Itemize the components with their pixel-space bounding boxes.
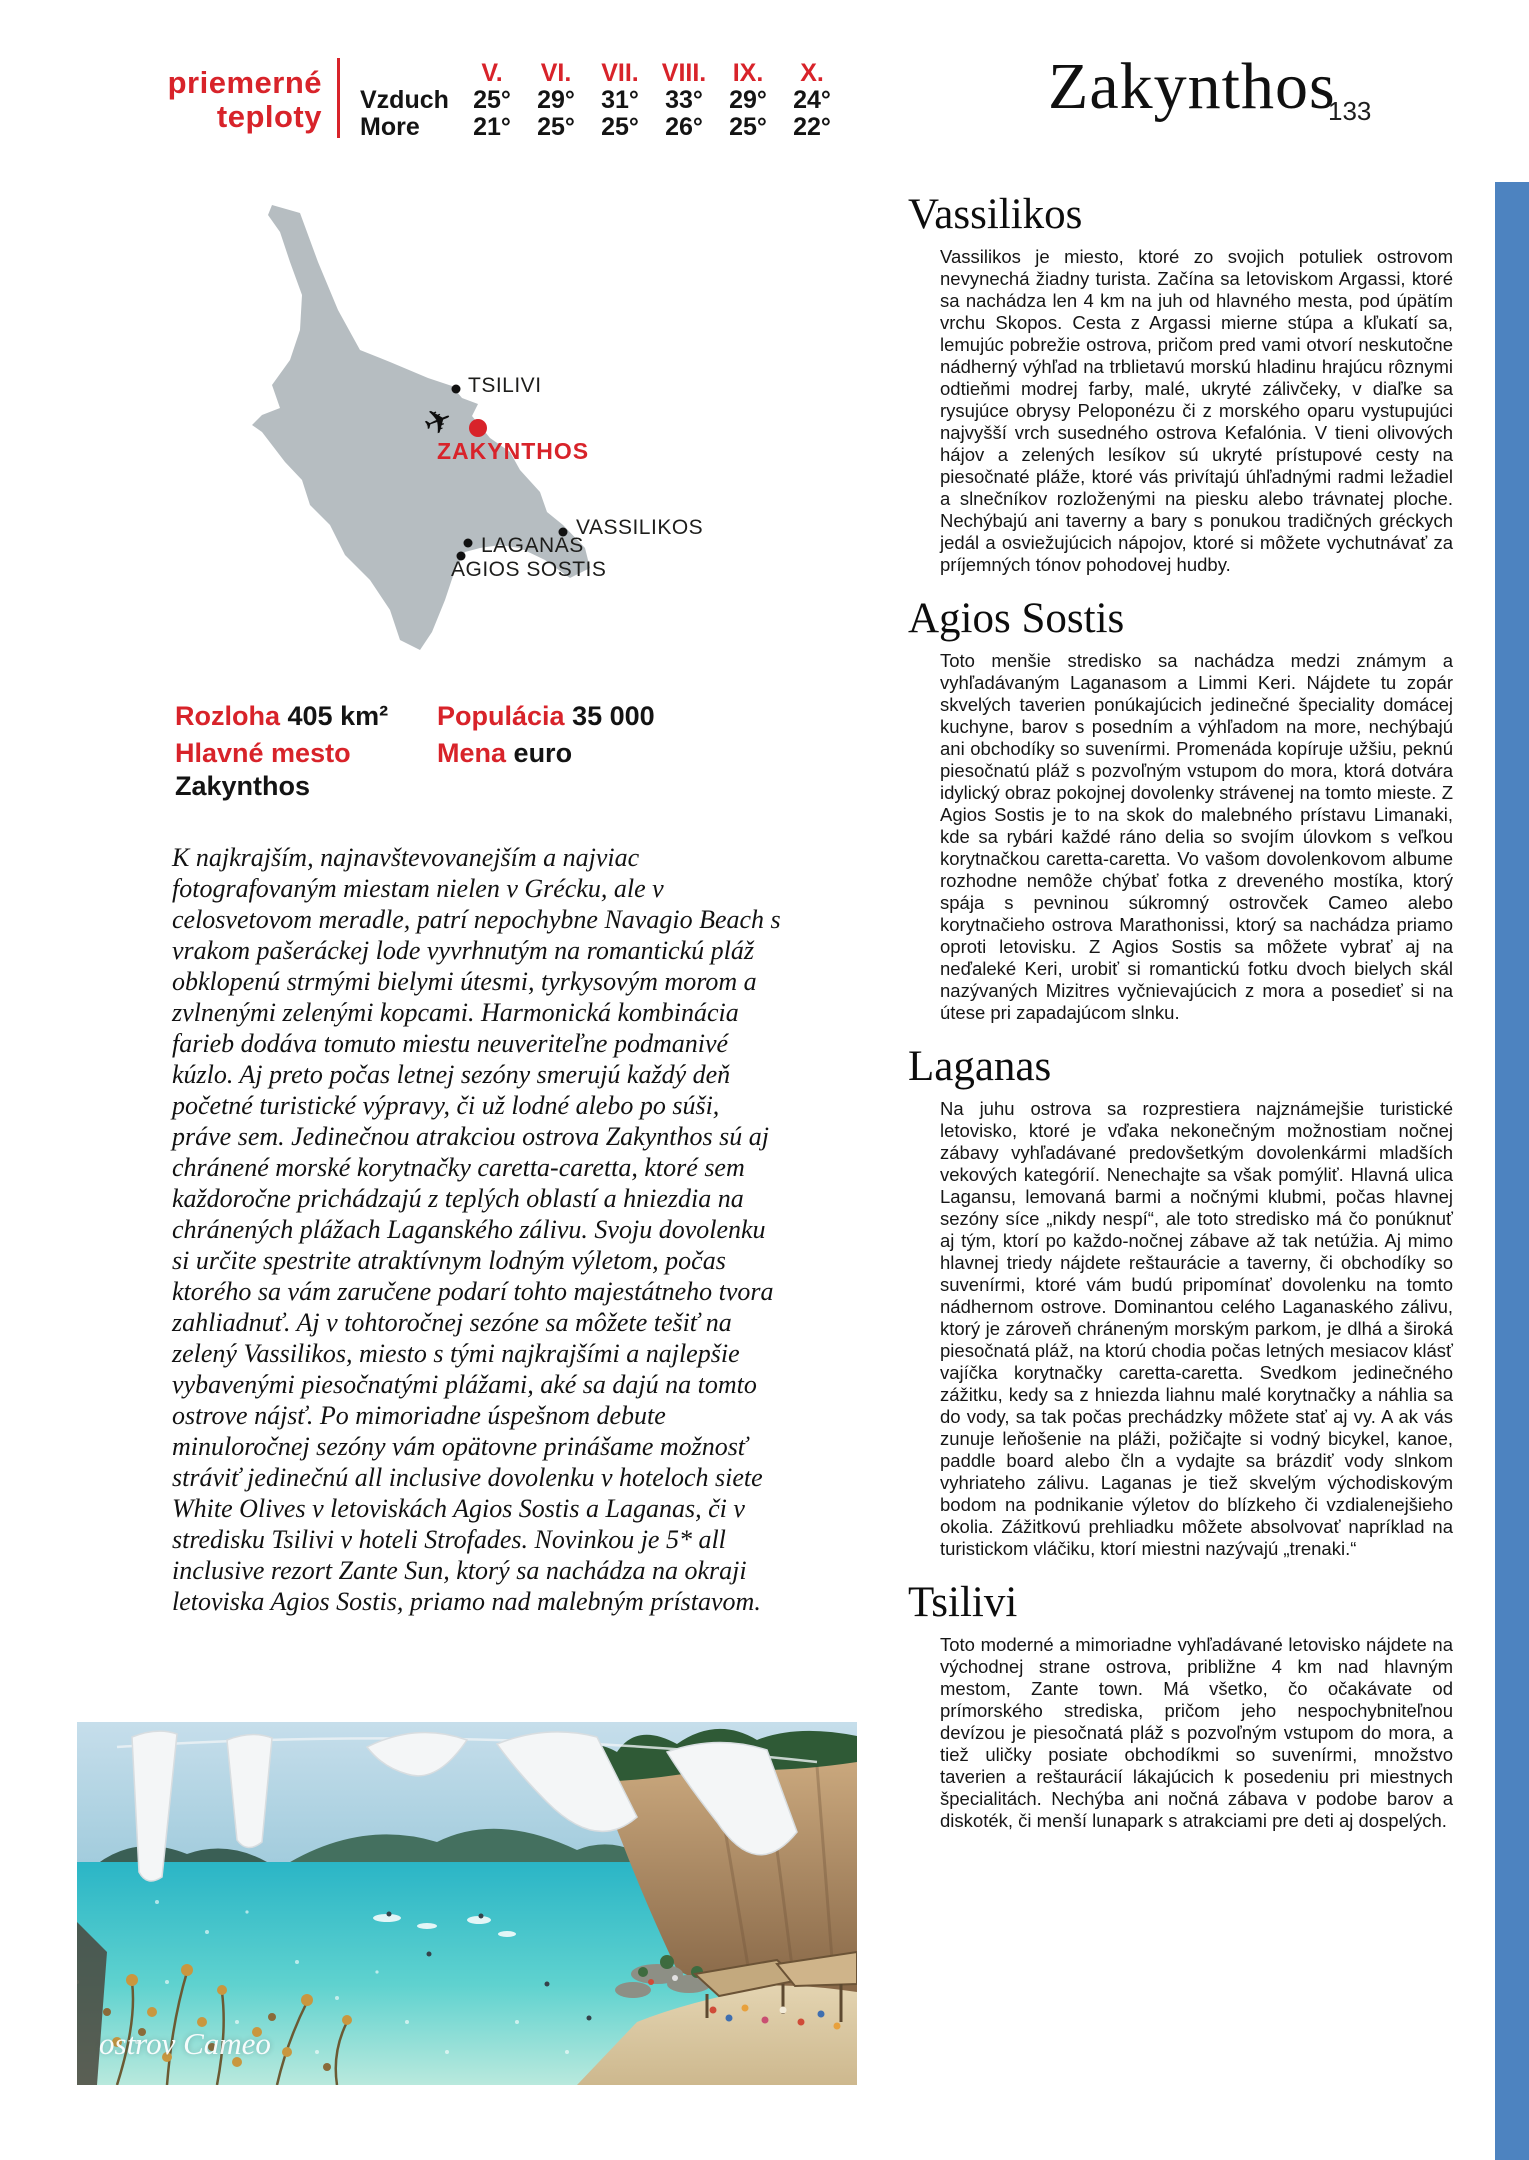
- temps-month: VII.: [601, 59, 639, 87]
- fact-capital-value: Zakynthos: [175, 771, 311, 801]
- temps-air-value: 25°: [473, 86, 511, 114]
- temps-sea-value: 21°: [473, 113, 511, 141]
- fact-capital-label: Hlavné mesto: [175, 738, 351, 768]
- intro-text: K najkrajším, najnavštevovanejším a najviac fotografovaným miestam nielen v Grécku, ale v celosvetovom meradle, patrí nepochybne Navagio Beach s vrakom pašeráckej lode vyvrhnutým na romantickú pláž obklopenú strmými bielymi útesmi, tyrkysovým morom a zvlnenými zelenými kopcami. Harmonická kombinácia farieb dodáva tomuto miestu neuveriteľne podmanivé kúzlo. Aj preto počas letnej sezóny smerujú každý deň početné turistické výpravy, či už lodné alebo po súši, práve sem. Jedinečnou atrakciou ostrova Zakynthos sú aj chránené morské korytnačky caretta-caretta, ktoré sem každoročne prichádzajú z teplých oblastí a hniezdia na chránených plážach Laganského zálivu. Svoju dovolenku si určite spestrite atraktívnym lodným výletom, počas ktorého sa vám zaručene podarí tohto majestátneho tvora zahliadnuť. Aj v tohtoročnej sezóne sa môžete tešiť na zelený Vassilikos, miesto s tými najkrajšími a najlepšie vybavenými piesočnatými plážami, aké sa dajú na tomto ostrove nájsť. Po mimoriadne úspešnom debute minuloročnej sezóny vám opätovne prinášame možnosť stráviť jedinečnú all inclusive dovolenku v hoteloch siete White Olives v letoviskách Agios Sostis a Laganas, či v stredisku Tsilivi v hoteli Strofades. Novinkou je 5* all inclusive rezort Zante Sun, ktorý sa nachádza na okraji letoviska Agios Sostis, priamo nad malebným prístavom.: [172, 843, 781, 1616]
- photo-caption: ostrov Cameo: [99, 2026, 271, 2061]
- section-title: Agios Sostis: [908, 595, 1125, 642]
- temps-sea-value: 25°: [601, 113, 639, 141]
- avg-temps-label-line2: teploty: [216, 99, 322, 134]
- fact-area-value: 405 km²: [287, 701, 389, 731]
- temps-air-value: 29°: [537, 86, 575, 114]
- temps-sea-value: 22°: [793, 113, 831, 141]
- island-map: [200, 190, 620, 660]
- section-body: Vassilikos je miesto, ktoré zo svojich potuliek ostrovom nevynechá žiadny turista. Začína sa letoviskom Argassi, ktoré sa nachádza len 4 km na juh od hlavného mesta, pod úpätím vrchu Skopos. Cesta z Argassi mierne stúpa a kľukatí sa, lemujúc pobrežie ostrova, pričom pred vami otvorí neskutočne nádherný výhľad na trblietavú morskú hladinu hrajúcu rôznymi odtieňmi modrej farby, malé, ukryté zálivčeky, v diaľke sa rysujúce obrysy Peloponézu či z morského oparu vystupujúci najvyšší vrch susedného ostrova Kefalónia. V tieni olivových hájov a zelených lesíkov sú ukryté prístupové cesty na piesočnaté pláže, ktoré vás privítajú úhľadnými radmi ležadiel a slnečníkov rozloženými na piesku alebo trávnatej ploche. Nechýbajú ani taverny a bary s ponukou tradičných gréckych jedál a osviežujúcich nápojov, ktoré si môžete vychutnávať za príjemných tónov pohodovej hudby.: [940, 246, 1453, 575]
- fact-population: [437, 700, 815, 733]
- map-dot-tsilivi: [452, 385, 461, 394]
- airport-icon: ✈: [417, 398, 459, 446]
- temps-month: IX.: [732, 59, 764, 87]
- fact-area: [175, 700, 437, 733]
- temps-air-value: 29°: [729, 86, 767, 114]
- island-facts: [175, 700, 815, 803]
- fact-population-label: Populácia: [437, 701, 565, 731]
- section-laganas: [908, 1044, 1454, 1560]
- temps-sea-value: 25°: [537, 113, 575, 141]
- page-edge-bar: [1495, 182, 1529, 2160]
- section-title: Laganas: [908, 1043, 1052, 1090]
- fact-area-label: Rozloha: [175, 701, 280, 731]
- fact-currency-value: euro: [513, 738, 573, 768]
- section-tsilivi: [908, 1580, 1454, 1832]
- temps-row-label-sea: More: [360, 113, 420, 141]
- page-number: 133: [1328, 96, 1372, 126]
- section-title: Tsilivi: [908, 1579, 1018, 1626]
- section-body: Na juhu ostrova sa rozprestiera najznámejšie turistické letovisko, ktoré je vďaka nekonečným možnostiam nočnej zábavy vyhľadávané predovšetkým dovolenkármi mladších vekových kategórií. Nenechajte sa však pomýliť. Hlavná ulica Lagansu, lemovaná barmi a nočnými klubmi, počas hlavnej sezóny síce „nikdy nespí“, ale toto stredisko má čo ponúknuť aj tým, ktorí po každo-nočnej zábave až tak netúžia. Aj mimo hlavnej triedy nájdete reštaurácie a taverny, či obchodíky so suvenírmi, ktoré vám budú pripomínať dovolenku na tomto nádhernom ostrove. Dominantou celého Laganaského zálivu, ktorý je zároveň chráneným morským parkom, je dlhá a široká piesočnatá pláž, na ktorú chodia počas letných mesiacov klásť vajíčka korytnačky caretta-caretta. Svedkom jedinečného zážitku, kedy sa z hniezda liahnu malé korytnačky a náhlia sa do vody, sa tak počas prechádzky môžete stať aj vy. A ak vás zunuje leňošenie na pláži, požičajte si vodný bicykel, kanoe, paddle board alebo čln a vydajte sa brázdiť vody slnkom vyhriateho zálivu. Laganas je tiež skvelým východiskovým bodom na podnikanie výletov do blízkeho či vzdialenejšieho okolia. Zážitkovú prehliadku môžete absolvovať napríklad na turistickom vláčiku, ktorí miestni nazývajú „trenaki.“: [940, 1098, 1453, 1559]
- temps-corner: [352, 60, 460, 87]
- section-title: Vassilikos: [908, 191, 1083, 238]
- temps-air-value: 24°: [793, 86, 831, 114]
- temps-table: [352, 60, 844, 141]
- section-body: Toto moderné a mimoriadne vyhľadávané letovisko nájdete na východnej strane ostrova, približne 4 km nad hlavným mestom, Zante town. Má všetko, čo očakávate od prímorského strediska, pričom jeho nespochybniteľnou devízou je piesočnatá pláž s pozvoľným vstupom do mora, a tiež uličky posiate obchodíkmi so suvenírmi, množstvo taverien a reštaurácií lákajúcich k posedeniu pri miestnych špecialitách. Nechýba ani nočná zábava v podobe barov a diskoték, či menší lunapark s atrakciami pre deti aj dospelých.: [940, 1634, 1453, 1831]
- map-label-agios-sostis: AGIOS SOSTIS: [451, 558, 607, 581]
- fact-currency: [437, 737, 815, 803]
- temps-month: VIII.: [661, 59, 707, 87]
- island-shape-svg: [200, 190, 620, 660]
- fact-population-value: 35 000: [572, 701, 655, 731]
- map-label-laganas: LAGANAS: [481, 534, 584, 557]
- map-label-zakynthos: ZAKYNTHOS: [437, 438, 590, 464]
- temps-row-label-air: Vzduch: [360, 86, 449, 114]
- section-body: Toto menšie stredisko sa nachádza medzi známym a vyhľadávaným Laganasom a Limmi Keri. Nájdete tu zopár skvelých taverien ponúkajúcich jedinečné špeciality domácej kuchyne, barov s posedním a výhľadom na more, nechýbajú ani obchodíky so suvenírmi. Promenáda kopíruje užšiu, peknú piesočnatú pláž s pozvoľným vstupom do mora, ktorá dotvára idylický obraz pokojnej dovolenky strávenej na tomto mieste. Z Agios Sostis je to na skok do malebného prístavu Limanaki, kde sa rybári každé ráno delia so svojím úlovkom s veľkou korytnačkou caretta-caretta. Vo vašom dovolenkovom albume rozhodne nemôže chýbať fotka z dreveného mostíka, ktorý spája s pevninou súkromný ostrovček Cameo alebo korytnačieho ostrova Marathonissi, ktorý sa nachádza priamo oproti letovisku. Z Agios Sostis sa môžete vybrať aj na neďaleké Keri, urobiť si romantickú fotku dvoch bielych skál nazývaných Mizitres vyčnievajúcich z mora a posedieť si na útese pri zapadajúcom slnku.: [940, 650, 1453, 1023]
- section-vassilikos: [908, 192, 1454, 576]
- temps-sea-value: 26°: [665, 113, 703, 141]
- temps-month: VI.: [540, 59, 572, 87]
- map-label-tsilivi: TSILIVI: [468, 374, 542, 397]
- map-dot-laganas: [464, 539, 473, 548]
- temps-month: V.: [481, 59, 503, 87]
- avg-temps-label: [150, 66, 322, 134]
- avg-temps-label-line1: priemerné: [167, 65, 322, 100]
- map-dot-capital: [469, 419, 487, 437]
- temps-divider: [337, 58, 340, 138]
- section-agios-sostis: [908, 596, 1454, 1024]
- temps-air-value: 33°: [665, 86, 703, 114]
- fact-currency-label: Mena: [437, 738, 507, 768]
- fact-capital: [175, 737, 437, 803]
- page-title: Zakynthos: [1048, 50, 1336, 123]
- map-label-vassilikos: VASSILIKOS: [576, 516, 704, 539]
- island-silhouette: [252, 205, 590, 650]
- temps-air-value: 31°: [601, 86, 639, 114]
- temps-sea-value: 25°: [729, 113, 767, 141]
- temps-month: X.: [800, 59, 824, 87]
- resorts-column: [908, 192, 1454, 1852]
